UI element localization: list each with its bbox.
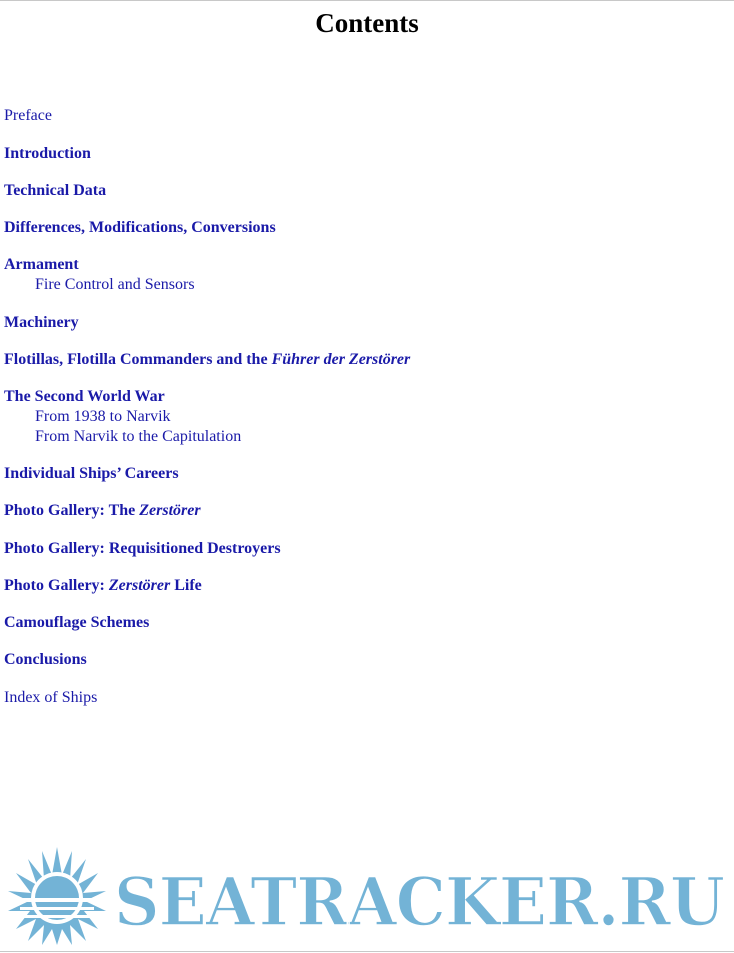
watermark-text: SEATRACKER.RU (114, 863, 725, 941)
toc-label-prefix: Photo Gallery: (4, 577, 109, 594)
toc-link-machinery[interactable]: Machinery (4, 314, 79, 331)
toc-link-flotillas[interactable] (4, 350, 410, 370)
toc-link-gallery-life[interactable] (4, 576, 202, 596)
toc-link-gallery-requisitioned[interactable]: Photo Gallery: Requisitioned Destroyers (4, 540, 281, 557)
page-title: Contents (315, 8, 419, 38)
toc-link-camouflage[interactable]: Camouflage Schemes (4, 614, 150, 631)
toc-link-index-ships[interactable]: Index of Ships (4, 689, 98, 706)
toc-label-italic: Zerstörer (108, 577, 171, 594)
toc-link-gallery-zerstorer[interactable] (4, 501, 201, 521)
toc-label-prefix: Photo Gallery: The (4, 502, 140, 519)
toc-label-italic: Führer der Zerstörer (271, 351, 411, 368)
toc-link-second-world-war[interactable]: The Second World War (4, 388, 165, 405)
toc-label-prefix: Flotillas, Flotilla Commanders and the (4, 351, 272, 368)
toc-link-technical-data[interactable]: Technical Data (4, 182, 107, 199)
toc-link-conclusions[interactable]: Conclusions (4, 651, 87, 668)
toc-link-fire-control[interactable]: Fire Control and Sensors (35, 276, 195, 293)
toc-link-armament[interactable]: Armament (4, 256, 79, 273)
top-rule (0, 0, 734, 1)
bottom-rule (0, 951, 734, 952)
toc-link-ships-careers[interactable]: Individual Ships’ Careers (4, 465, 179, 482)
toc-label-italic: Zerstörer (139, 502, 201, 519)
toc-link-differences[interactable]: Differences, Modifications, Conversions (4, 219, 276, 236)
toc-link-introduction[interactable]: Introduction (4, 145, 91, 162)
toc-link-1938-narvik[interactable]: From 1938 to Narvik (35, 408, 171, 425)
toc-link-preface[interactable]: Preface (4, 107, 52, 124)
watermark (0, 845, 734, 945)
sun-over-sea-icon (8, 847, 106, 945)
toc-label-suffix: Life (170, 577, 202, 594)
toc-link-narvik-capitulation[interactable]: From Narvik to the Capitulation (35, 428, 242, 445)
